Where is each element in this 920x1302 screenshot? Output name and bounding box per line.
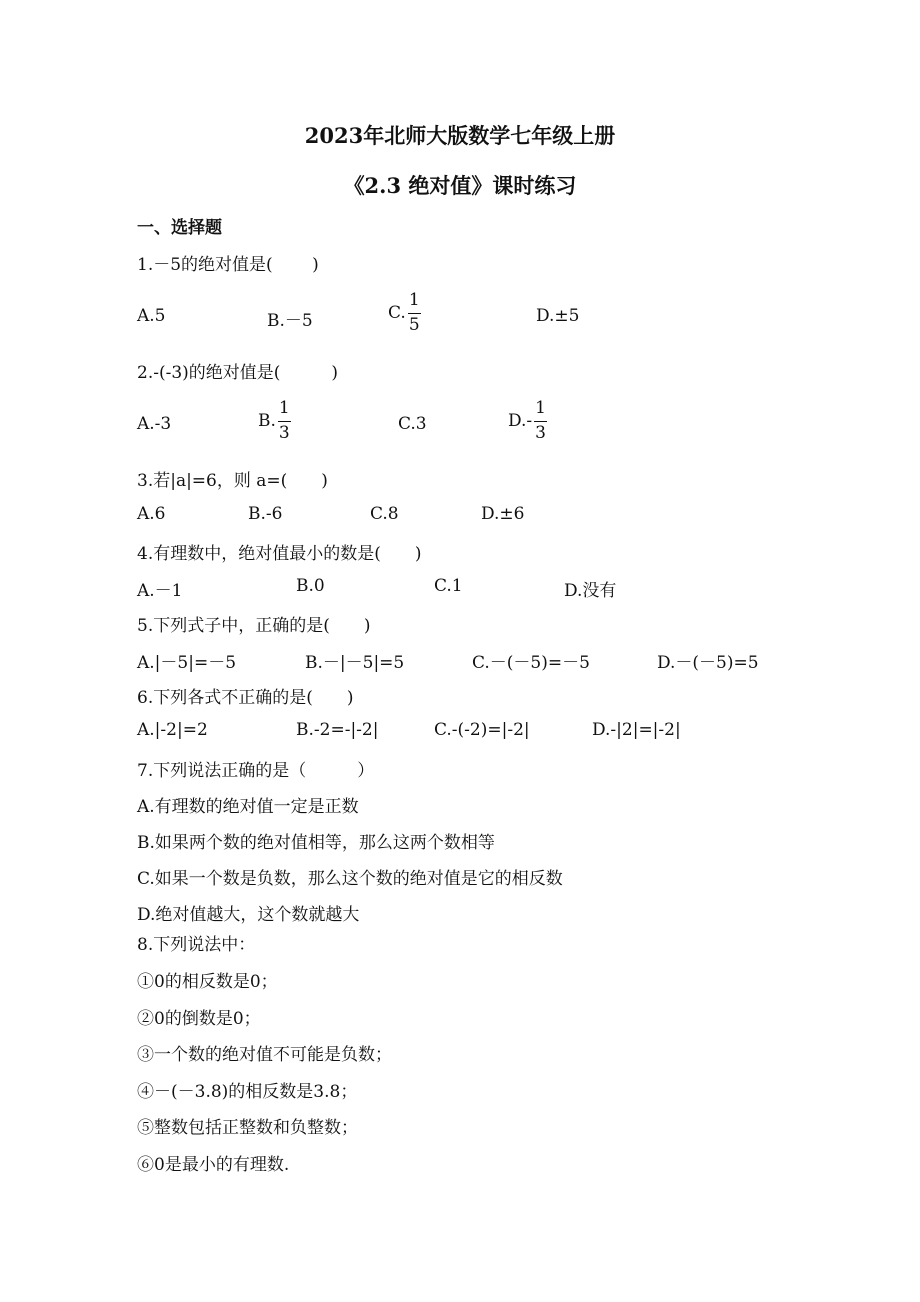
question-3-stem: 3.若|a|=6，则 a=( ) bbox=[137, 471, 328, 491]
question-2-stem: 2.-(-3)的绝对值是( ) bbox=[137, 363, 339, 383]
document-subtitle: 《2.3 绝对值》课时练习 bbox=[343, 173, 577, 198]
fraction-numerator: 1 bbox=[408, 292, 421, 314]
question-1-option-b: B.－5 bbox=[267, 311, 313, 331]
fraction-denominator: 5 bbox=[408, 314, 420, 335]
question-2-option-b bbox=[258, 400, 291, 443]
question-5-stem: 5.下列式子中，正确的是( ) bbox=[137, 616, 371, 636]
question-4-stem: 4.有理数中，绝对值最小的数是( ) bbox=[137, 544, 422, 564]
option-label: C. bbox=[388, 302, 406, 323]
question-3-option-b: B.-6 bbox=[248, 504, 283, 524]
question-3-option-d: D.±6 bbox=[481, 504, 525, 524]
document-title: 2023年北师大版数学七年级上册 bbox=[304, 123, 616, 148]
question-8-stem: 8.下列说法中： bbox=[137, 935, 256, 955]
question-3-option-c: C.8 bbox=[370, 504, 399, 524]
option-label: D.- bbox=[508, 410, 533, 431]
question-4-option-a: A.－1 bbox=[137, 581, 183, 601]
question-6-option-b: B.-2=-|-2| bbox=[296, 720, 379, 740]
fraction-numerator: 1 bbox=[278, 400, 291, 422]
question-5-option-a: A.|－5|=－5 bbox=[137, 653, 237, 673]
section-heading: 一、选择题 bbox=[137, 218, 222, 238]
fraction-denominator: 3 bbox=[278, 422, 290, 443]
question-4-option-c: C.1 bbox=[434, 576, 463, 596]
question-1-stem: 1.－5的绝对值是( ) bbox=[137, 255, 319, 275]
question-6-option-a: A.|-2|=2 bbox=[137, 720, 208, 740]
fraction-denominator: 3 bbox=[535, 422, 546, 443]
question-8-statement: ④－(－3.8)的相反数是3.8； bbox=[137, 1082, 358, 1102]
question-5-option-b: B.－|－5|=5 bbox=[305, 653, 405, 673]
question-8-statement: ②0的倒数是0； bbox=[137, 1009, 261, 1029]
question-4-option-b: B.0 bbox=[296, 576, 325, 596]
question-2-option-c: C.3 bbox=[398, 414, 427, 434]
question-2-option-a: A.-3 bbox=[137, 414, 172, 434]
question-1-option-d: D.±5 bbox=[536, 306, 580, 326]
fraction bbox=[534, 400, 547, 443]
question-7-option-b: B.如果两个数的绝对值相等，那么这两个数相等 bbox=[137, 833, 495, 853]
question-8-statement: ⑥0是最小的有理数. bbox=[137, 1155, 290, 1175]
question-5-option-c: C.－(－5)=－5 bbox=[472, 653, 590, 673]
question-7-stem: 7.下列说法正确的是（ ） bbox=[137, 761, 375, 781]
question-1-option-c bbox=[388, 292, 421, 335]
fraction-numerator: 1 bbox=[534, 400, 547, 422]
fraction bbox=[278, 400, 291, 443]
question-5-option-d: D.－(－5)=5 bbox=[657, 653, 759, 673]
question-3-option-a: A.6 bbox=[137, 504, 166, 524]
fraction bbox=[408, 292, 421, 335]
question-8-statement: ③一个数的绝对值不可能是负数； bbox=[137, 1045, 392, 1065]
question-6-stem: 6.下列各式不正确的是( ) bbox=[137, 688, 354, 708]
question-7-option-a: A.有理数的绝对值一定是正数 bbox=[137, 797, 359, 817]
question-7-option-d: D.绝对值越大，这个数就越大 bbox=[137, 905, 360, 925]
question-8-statement: ⑤整数包括正整数和负整数； bbox=[137, 1118, 358, 1138]
question-2-option-d bbox=[508, 400, 547, 443]
option-label: B. bbox=[258, 410, 276, 431]
question-7-option-c: C.如果一个数是负数，那么这个数的绝对值是它的相反数 bbox=[137, 869, 563, 889]
question-6-option-d: D.-|2|=|-2| bbox=[592, 720, 681, 740]
question-8-statement: ①0的相反数是0； bbox=[137, 972, 278, 992]
question-6-option-c: C.-(-2)=|-2| bbox=[434, 720, 530, 740]
question-4-option-d: D.没有 bbox=[564, 581, 617, 601]
question-1-option-a: A.5 bbox=[137, 306, 166, 326]
